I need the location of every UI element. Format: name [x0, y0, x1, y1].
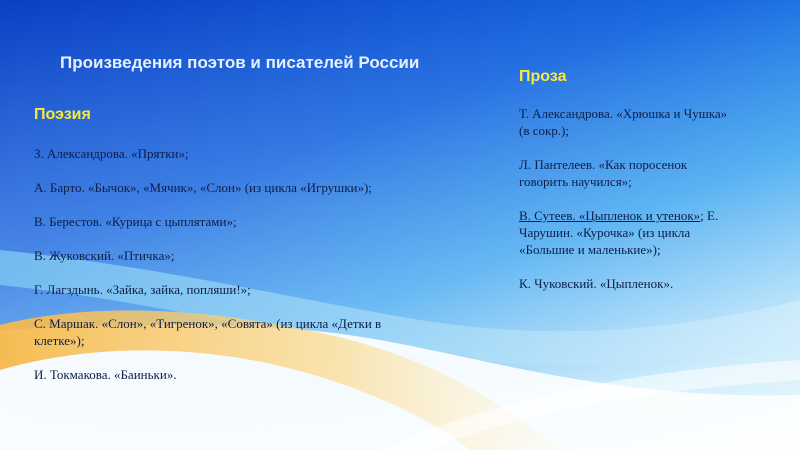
poetry-item: Г. Лагздынь. «Зайка, зайка, попляши!»; [34, 282, 251, 297]
poetry-item: А. Барто. «Бычок», «Мячик», «Слон» (из цикла «Игрушки»); [34, 180, 372, 195]
prose-heading: Проза [519, 68, 567, 85]
prose-item: Л. Пантелеев. «Как поросенок говорить научился»; [519, 157, 688, 189]
poetry-item: З. Александрова. «Прятки»; [34, 146, 189, 161]
poetry-column [34, 106, 394, 400]
poetry-item: И. Токмакова. «Баиньки». [34, 367, 177, 382]
prose-item-underlined: В. Сутеев. «Цыпленок и утенок» [519, 208, 701, 223]
prose-item: К. Чуковский. «Цыпленок». [519, 276, 674, 291]
prose-item [519, 207, 734, 258]
poetry-item: С. Маршак. «Слон», «Тигренок», «Совята» (из цикла «Детки в клетке»); [34, 316, 382, 348]
prose-column [519, 68, 734, 309]
slide-title: Произведения поэтов и писателей России [60, 53, 420, 72]
prose-item-rest: ; Е. Чарушин. «Курочка» (из цикла «Большие и маленькие»); [519, 208, 719, 257]
poetry-item: В. Берестов. «Курица с цыплятами»; [34, 214, 237, 229]
prose-list [519, 105, 734, 292]
poetry-heading: Поэзия [34, 106, 91, 123]
poetry-list [34, 145, 394, 383]
prose-item: Т. Александрова. «Хрюшка и Чушка» (в сокр.); [519, 106, 728, 138]
poetry-item: В. Жуковский. «Птичка»; [34, 248, 175, 263]
